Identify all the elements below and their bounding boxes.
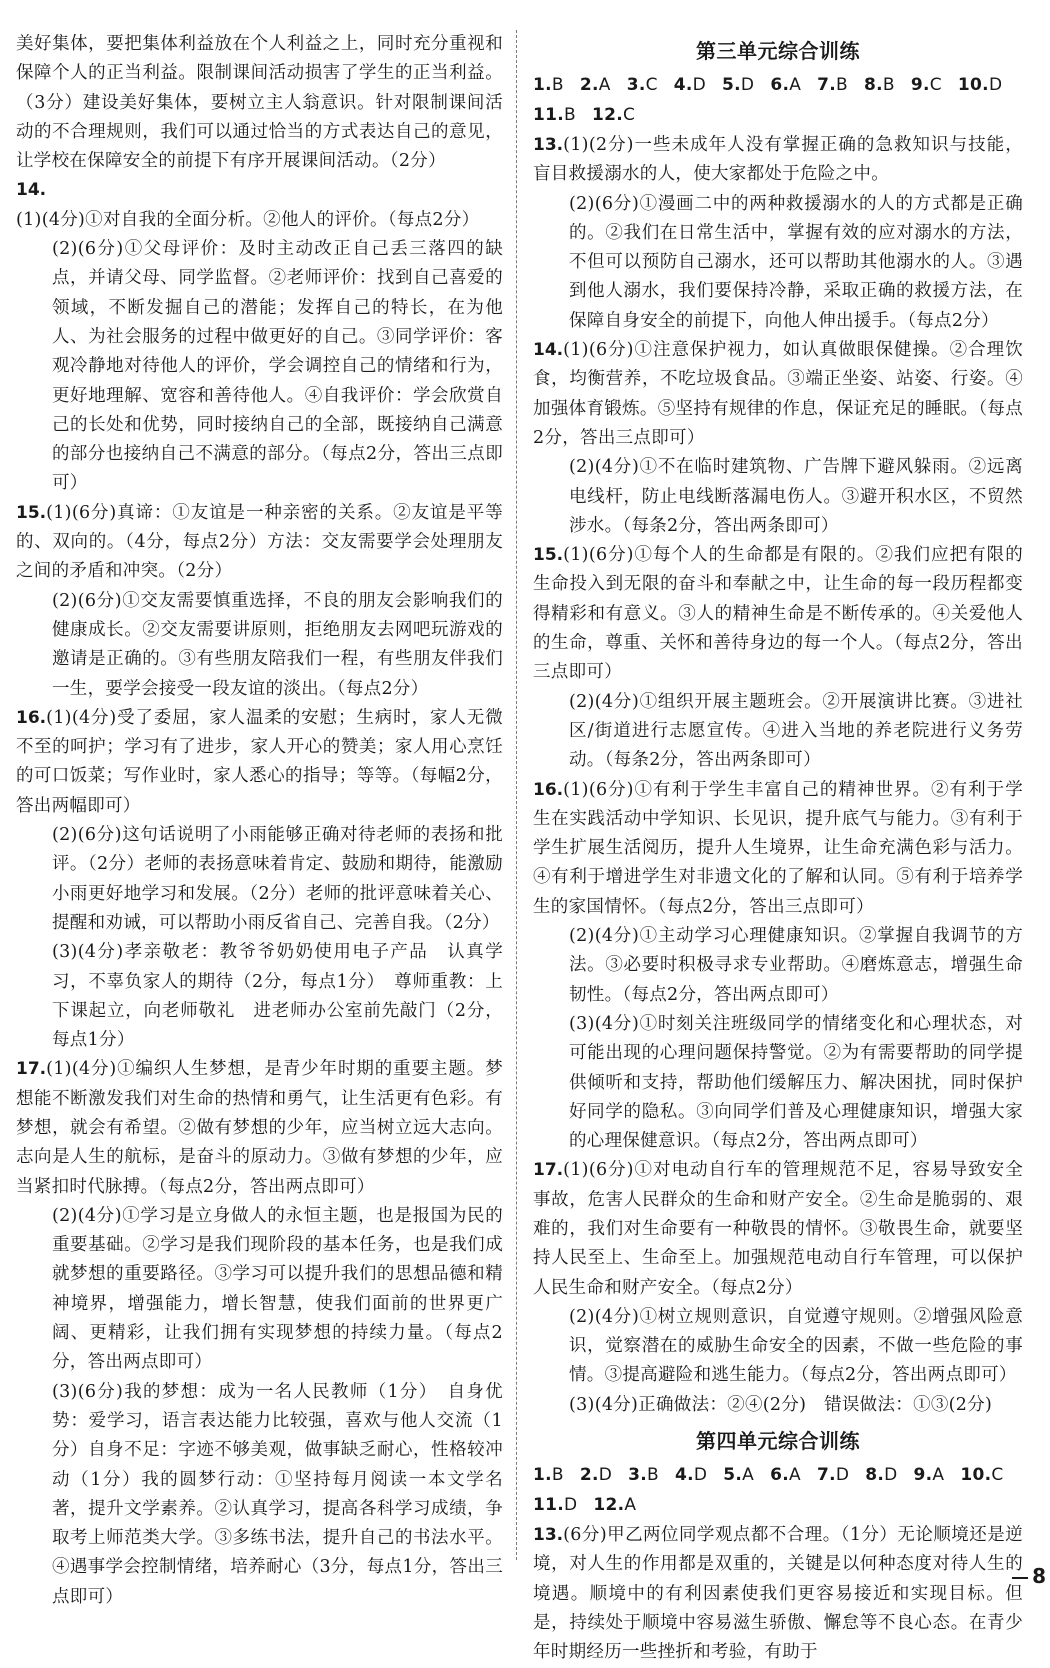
choice-answer — [674, 70, 706, 100]
choice-number: 5. — [722, 75, 741, 95]
question-number: 13. — [533, 135, 564, 155]
choice-number: 9. — [910, 75, 930, 95]
right-column — [533, 30, 1023, 1663]
choice-letter: C — [929, 75, 942, 95]
answer-part-1: (1)(2分)一些未成年人没有掌握正确的急救知识与技能，盲目救援溺水的人，使大家都处于危险之中。 — [533, 135, 1023, 185]
choice-letter: C — [645, 75, 658, 95]
choice-number: 12. — [591, 105, 623, 125]
answer-part-1: (1)(4分)①编织人生梦想，是青少年时期的重要主题。梦想能不断激发我们对生命的热情和勇气，让生活更有色彩。有梦想，就会有希望。②做有梦想的少年，应当树立远大志向。志向是人生的航标，是奋斗的原动力。③做有梦想的少年，应当紧扣时代脉搏。（每点2分，答出两点即可） — [16, 1059, 503, 1197]
choice-answer — [580, 1460, 612, 1490]
choice-number: 2. — [579, 1465, 599, 1486]
choice-letter: A — [789, 75, 802, 95]
question-16-answer — [16, 704, 503, 1056]
answer-part-2: (2)(6分)这句话说明了小雨能够正确对待老师的表扬和批评。（2分）老师的表扬意味着肯定、鼓励和期待，能激励小雨更好地学习和发展。（2分）老师的批评意味着关心、提醒和劝诫，可以帮助小雨反省自己、完善自我。（2分） — [52, 825, 503, 933]
question-number: 16. — [533, 779, 564, 800]
choice-letter: D — [988, 75, 1003, 95]
answer-part-1: (1)(6分)真谛：①友谊是一种亲密的关系。②友谊是平等的、双向的。（4分，每点2分）方法：交友需要学会处理朋友之间的矛盾和冲突。（2分） — [16, 502, 503, 582]
question-number: 14. — [16, 180, 47, 201]
choice-number: 7. — [816, 1465, 836, 1486]
question-14-answer — [16, 176, 503, 498]
column-divider — [516, 30, 517, 1560]
unit-3-choice-answers-row-1 — [533, 70, 1023, 100]
choice-letter: B — [882, 75, 895, 95]
continued-answer-text: 美好集体，要把集体利益放在个人利益之上，同时充分重视和保障个人的正当利益。限制课间活动损害了学生的正当利益。（3分）建设美好集体，要树立主人翁意识。针对限制课间活动的不合理规则，我们可以通过恰当的方式表达自己的意见，让学校在保障安全的前提下有序开展课间活动。（2分） — [16, 34, 503, 172]
choice-answer — [864, 70, 895, 100]
question-15-answer — [533, 541, 1023, 775]
choice-answer — [580, 70, 611, 100]
choice-answer — [914, 1460, 945, 1490]
choice-letter: D — [740, 75, 755, 95]
choice-letter: C — [991, 1465, 1004, 1486]
choice-number: 4. — [675, 1465, 694, 1486]
choice-letter: D — [598, 1465, 613, 1486]
choice-answer — [911, 70, 942, 100]
choice-letter: A — [598, 75, 611, 95]
question-number: 14. — [533, 340, 564, 361]
choice-number: 8. — [865, 1465, 885, 1486]
answer-part-3: (3)(4分)孝亲敬老：教爷爷奶奶使用电子产品 认真学习，不辜负家人的期待（2分，每点1分） 尊师重教：上下课起立，向老师敬礼 进老师办公室前先敲门（2分，每点1分） — [52, 942, 503, 1051]
choice-answer — [770, 70, 801, 100]
choice-answer — [628, 1460, 659, 1490]
choice-letter: A — [789, 1465, 801, 1486]
choice-answer — [817, 70, 848, 100]
choice-answer — [675, 1460, 707, 1490]
choice-number: 3. — [626, 75, 646, 95]
choice-answer — [817, 1460, 849, 1490]
unit-4-question-13-answer — [533, 1521, 1023, 1667]
choice-answer — [958, 70, 1002, 100]
choice-letter: D — [884, 1465, 898, 1486]
answer-part-2: (2)(6分)①漫画二中的两种救援溺水的人的方式都是正确的。②我们在日常生活中，掌握有效的应对溺水的方法，不但可以预防自己溺水，还可以帮助其他溺水的人。③遇到他人溺水，我们要保持冷静，采取正确的救援方法，在保障自身安全的前提下，向他人伸出援手。（每点2分） — [569, 193, 1023, 331]
choice-letter: D — [693, 1465, 708, 1486]
question-13-answer — [533, 131, 1023, 336]
choice-letter: B — [564, 105, 576, 125]
choice-number: 8. — [864, 75, 883, 95]
question-number: 17. — [533, 1160, 564, 1181]
answer-part-1: (1)(4分)①对自我的全面分析。②他人的评价。（每点2分） — [16, 209, 480, 230]
choice-answer — [865, 1460, 897, 1490]
answer-part-2: (2)(4分)①树立规则意识，自觉遵守规则。②增强风险意识，觉察潜在的威胁生命安全的因素，不做一些危险的事情。③提高避险和逃生能力。（每点2分，答出两点即可） — [569, 1306, 1023, 1386]
choice-number: 4. — [673, 75, 693, 95]
choice-letter: C — [623, 105, 636, 125]
question-15-answer — [16, 499, 503, 704]
unit-3-choice-answers-row-2 — [533, 100, 1023, 130]
choice-number: 11. — [533, 105, 565, 125]
choice-letter: A — [932, 1465, 945, 1486]
answer-part-1: (1)(6分)①注意保护视力，如认真做眼保健操。②合理饮食，均衡营养，不吃垃圾食品。③端正坐姿、站姿、行姿。④加强体育锻炼。⑤坚持有规律的作息，保证充足的睡眠。（每点2分，答出三点即可） — [533, 340, 1023, 448]
choice-number: 3. — [628, 1465, 648, 1486]
choice-number: 9. — [913, 1465, 933, 1486]
answer-part-2: (2)(4分)①主动学习心理健康知识。②掌握自我调节的方法。③必要时积极寻求专业帮助。④磨炼意志，增强生命韧性。（每点2分，答出两点即可） — [569, 926, 1023, 1005]
answer-part-3: (3)(6分)我的梦想：成为一名人民教师（1分） 自身优势：爱学习，语言表达能力比较强，喜欢与他人交流（1分）自身不足：字迹不够美观，做事缺乏耐心，性格较冲动（1分）我的圆梦行动：①坚持每月阅读一本文学名著，提升文学素养。②认真学习，提高各科学习成绩，争取考上师范类大学。③多练书法，提升自己的书法水平。④遇事学会控制情绪，培养耐心（3分，每点1分，答出三点即可） — [52, 1381, 503, 1607]
choice-answer — [723, 1460, 754, 1490]
answer-part-1: (1)(6分)①每个人的生命都是有限的。②我们应把有限的生命投入到无限的奋斗和奉献之中，让生命的每一段历程都变得精彩和有意义。③人的精神生命是不断传承的。④关爱他人的生命，尊重、关怀和善待身边的每一个人。（每点2分，答出三点即可） — [533, 545, 1023, 683]
choice-number: 6. — [770, 75, 790, 95]
choice-answer — [533, 1490, 577, 1520]
question-number: 15. — [533, 545, 564, 566]
choice-number: 1. — [533, 75, 552, 95]
choice-answer — [533, 1460, 564, 1490]
choice-number: 1. — [533, 1465, 552, 1486]
choice-answer — [722, 70, 754, 100]
question-number: 15. — [16, 502, 47, 523]
answer-part-1: (6分)甲乙两位同学观点都不合理。（1分）无论顺境还是逆境，对人生的作用都是双重的，关键是以何种态度对待人生的境遇。顺境中的有利因素使我们更容易接近和实现目标。但是，持续处于顺境中容易滋生骄傲、懈怠等不良心态。在青少年时期经历一些挫折和考验，有助于 — [533, 1525, 1023, 1663]
choice-letter: D — [564, 1495, 578, 1516]
choice-letter: B — [836, 75, 848, 95]
question-number: 17. — [16, 1059, 47, 1080]
answer-part-2: (2)(6分)①交友需要慎重选择，不良的朋友会影响我们的健康成长。②交友需要讲原则，拒绝朋友去网吧玩游戏的邀请是正确的。③有些朋友陪我们一程，有些朋友伴我们一生，要学会接受一段友谊的淡出。（每点2分） — [52, 590, 503, 699]
choice-letter: B — [551, 75, 564, 95]
choice-number: 10. — [960, 1465, 992, 1486]
choice-number: 12. — [593, 1495, 625, 1516]
choice-letter: A — [742, 1465, 755, 1486]
choice-number: 7. — [817, 75, 837, 95]
unit-4-choice-answers-row-1 — [533, 1460, 1023, 1490]
question-16-answer — [533, 776, 1023, 1157]
choice-letter: D — [835, 1465, 850, 1486]
unit-4-title: 第四单元综合训练 — [696, 1429, 860, 1454]
question-14-answer — [533, 336, 1023, 541]
answer-part-1: (1)(6分)①有利于学生丰富自己的精神世界。②有利于学生在实践活动中学知识、长见识，提升底气与能力。③有利于学生扩展生活阅历，提升人生境界，让生命充满色彩与活力。④有利于增进学生对非遗文化的了解和认同。⑤有利于培养学生的家国情怀。（每点2分，答出三点即可） — [533, 779, 1023, 917]
choice-letter: B — [647, 1465, 659, 1486]
question-number: 16. — [16, 707, 47, 728]
choice-answer — [627, 70, 658, 100]
choice-answer — [533, 100, 576, 130]
question-17-answer — [533, 1156, 1023, 1420]
answer-part-1: (1)(6分)①对电动自行车的管理规范不足，容易导致安全事故，危害人民群众的生命和财产安全。②生命是脆弱的、艰难的，我们对生命要有一种敬畏的情怀。③敬畏生命，就要坚持人民至上、生命至上。加强规范电动自行车管理，可以保护人民生命和财产安全。（每点2分） — [533, 1160, 1023, 1298]
choice-answer — [593, 1490, 636, 1520]
answer-part-2: (2)(6分)①父母评价：及时主动改正自己丢三落四的缺点，并请父母、同学监督。②老师评价：找到自己喜爱的领域，不断发掘自己的潜能；发挥自己的特长，在为他人、为社会服务的过程中做更好的自己。③同学评价：客观冷静地对待他人的评价，学会调控自己的情绪和行为，更好地理解、宽容和善待他人。④自我评价：学会欣赏自己的长处和优势，同时接纳自己的全部，既接纳自己满意的部分也接纳自己不满意的部分。（每点2分，答出三点即可） — [52, 239, 503, 494]
choice-number: 10. — [957, 75, 989, 95]
answer-part-2: (2)(4分)①不在临时建筑物、广告牌下避风躲雨。②远离电线杆，防止电线断落漏电伤人。③避开积水区，不贸然涉水。（每条2分，答出两条即可） — [569, 457, 1023, 536]
answer-part-3: (3)(4分)正确做法：②④(2分) 错误做法：①③(2分) — [569, 1394, 993, 1415]
question-17-answer — [16, 1055, 503, 1612]
choice-letter: A — [624, 1495, 637, 1516]
question-number: 13. — [533, 1525, 564, 1546]
choice-number: 11. — [533, 1495, 565, 1516]
choice-number: 6. — [770, 1465, 789, 1486]
choice-answer — [770, 1460, 801, 1490]
answer-part-2: (2)(4分)①学习是立身做人的永恒主题，也是报国为民的重要基础。②学习是我们现阶段的基本任务，也是我们成就梦想的重要路径。③学习可以提升我们的思想品德和精神境界，增强能力，增长智慧，使我们面前的世界更广阔、更精彩，让我们拥有实现梦想的持续力量。（每点2分，答出两点即可） — [52, 1205, 503, 1373]
choice-answer — [960, 1460, 1003, 1490]
choice-answer — [592, 100, 635, 130]
unit-4-choice-answers-row-2 — [533, 1490, 1023, 1520]
unit-3-title: 第三单元综合训练 — [696, 39, 860, 63]
choice-answer — [533, 70, 564, 100]
answer-part-3: (3)(4分)①时刻关注班级同学的情绪变化和心理状态，对可能出现的心理问题保持警觉。②为有需要帮助的同学提供倾听和支持，帮助他们缓解压力、解决困扰，同时保护好同学的隐私。③向同学们普及心理健康知识，增强大家的心理保健意识。（每点2分，答出两点即可） — [569, 1013, 1023, 1152]
answer-part-1: (1)(4分)受了委屈，家人温柔的安慰；生病时，家人无微不至的呵护；学习有了进步，家人开心的赞美；家人用心烹饪的可口饭菜；写作业时，家人悉心的指导；等等。（每幅2分，答出两幅即可） — [16, 707, 503, 816]
choice-number: 5. — [723, 1465, 743, 1486]
choice-letter: D — [692, 75, 707, 95]
left-column — [16, 30, 503, 1607]
choice-letter: B — [551, 1465, 564, 1486]
answer-part-2: (2)(4分)①组织开展主题班会。②开展演讲比赛。③进社区/街道进行志愿宣传。④进入当地的养老院进行义务劳动。（每条2分，答出两条即可） — [569, 691, 1023, 771]
choice-number: 2. — [579, 75, 599, 95]
page-number: 8 — [1012, 1564, 1046, 1588]
